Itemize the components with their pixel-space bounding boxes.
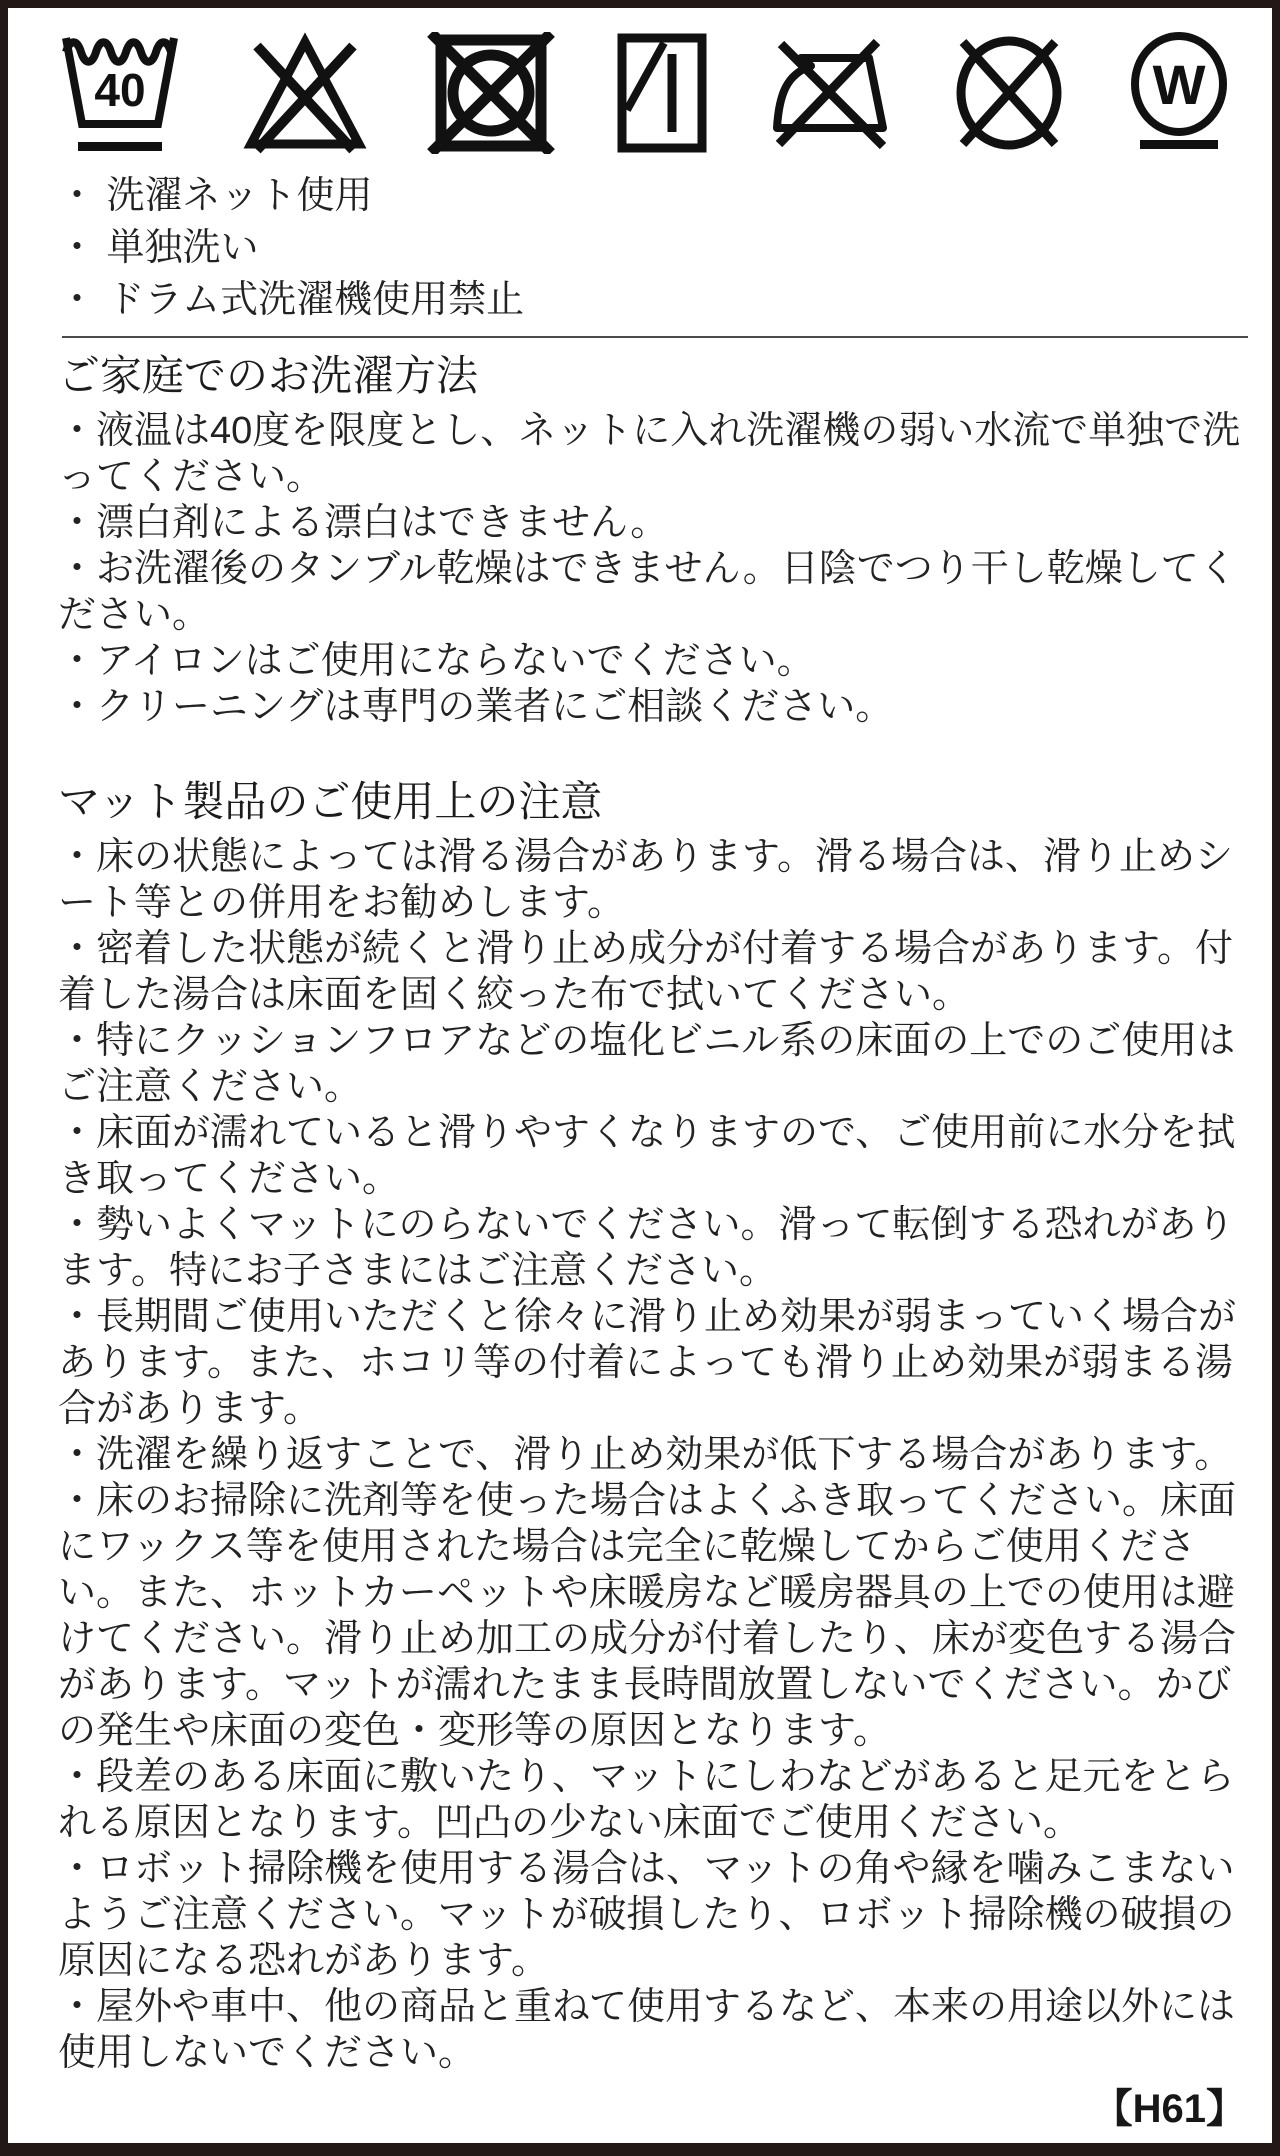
wash-40-icon (58, 32, 182, 154)
washing-section-body (58, 408, 1252, 730)
footer-code: 【H61】 (1092, 2087, 1246, 2131)
washing-instruction: ・液温は40度を限度とし、ネットに入れ洗濯機の弱い水流で単独で洗ってください。 (58, 410, 1241, 498)
care-symbols-row (58, 32, 1230, 154)
washing-instruction: ・アイロンはご使用にならないでください。 (58, 640, 815, 682)
hang-dry-in-shade-icon (616, 32, 708, 154)
symbol-note-line: ・ 洗濯ネット使用 (58, 175, 373, 217)
washing-instruction: ・お洗濯後のタンブル乾燥はできません。日陰でつり干し乾燥してください。 (58, 548, 1237, 636)
mat-caution-item: ・長期間ご使用いただくと徐々に滑り止め効果が弱まっていく場合があります。また、ホコリ等の付着によっても滑り止め効果が弱まる湯合があります。 (58, 1296, 1237, 1430)
mat-caution-item: ・床の状態によっては滑る湯合があります。滑る場合は、滑り止めシート等との併用をお勧めします。 (58, 836, 1233, 924)
symbol-note-line: ・ ドラム式洗濯機使用禁止 (58, 279, 525, 321)
no-bleach-icon (243, 32, 367, 154)
symbol-notes (58, 170, 1252, 326)
symbol-note-line: ・ 単独洗い (58, 227, 259, 269)
wet-clean-label: W (1152, 53, 1206, 116)
washing-section-heading: ご家庭でのお洗濯方法 (58, 352, 479, 399)
no-tumble-dry-icon (427, 32, 555, 154)
mat-caution-section-heading: マット製品のご使用上の注意 (58, 778, 603, 825)
mat-caution-item: ・床のお掃除に洗剤等を使った場合はよくふき取ってください。床面にワックス等を使用された場合は完全に乾燥してからご使用ください。また、ホットカーペットや床暖房など暖房器具の上での使用は避けてください。滑り止め加工の成分が付着したり、床が変色する湯合があります。マットが濡れたまま長時間放置しないでください。かびの発生や床面の変色・変形等の原因となります。 (58, 1480, 1237, 1752)
section-divider (62, 336, 1248, 338)
wet-clean-gentle-icon (1128, 32, 1230, 154)
care-label-page (8, 8, 1272, 2143)
mat-caution-section-body (58, 834, 1252, 2076)
washing-instruction: ・クリーニングは専門の業者にご相談ください。 (58, 686, 894, 728)
no-iron-icon (769, 32, 891, 154)
mat-caution-item: ・ロボット掃除機を使用する湯合は、マットの角や縁を噛みこまないようご注意ください。マットが破損したり、ロボット掃除機の破損の原因になる恐れがあります。 (58, 1848, 1235, 1982)
mat-caution-item: ・勢いよくマットにのらないでください。滑って転倒する恐れがあります。特にお子さまにはご注意ください。 (58, 1204, 1235, 1292)
mat-caution-item: ・特にクッションフロアなどの塩化ビニル系の床面の上でのご使用はご注意ください。 (58, 1020, 1236, 1108)
mat-caution-item: ・密着した状態が続くと滑り止め成分が付着する場合があります。付着した湯合は床面を固く絞った布で拭いてください。 (58, 928, 1233, 1016)
mat-caution-item: ・段差のある床面に敷いたり、マットにしわなどがあると足元をとられる原因となります。凹凸の少ない床面でご使用ください。 (58, 1756, 1235, 1844)
washing-instruction: ・漂白剤による漂白はできません。 (58, 502, 669, 544)
wash-temp-label: 40 (94, 64, 146, 116)
mat-caution-item: ・屋外や車中、他の商品と重ねて使用するなど、本来の用途以外には使用しないでください。 (58, 1986, 1236, 2074)
mat-caution-item: ・洗濯を繰り返すことで、滑り止め効果が低下する場合があります。 (58, 1434, 1233, 1476)
mat-caution-item: ・床面が濡れていると滑りやすくなりますので、ご使用前に水分を拭き取ってください。 (58, 1112, 1236, 1200)
no-dry-clean-icon (951, 32, 1067, 154)
